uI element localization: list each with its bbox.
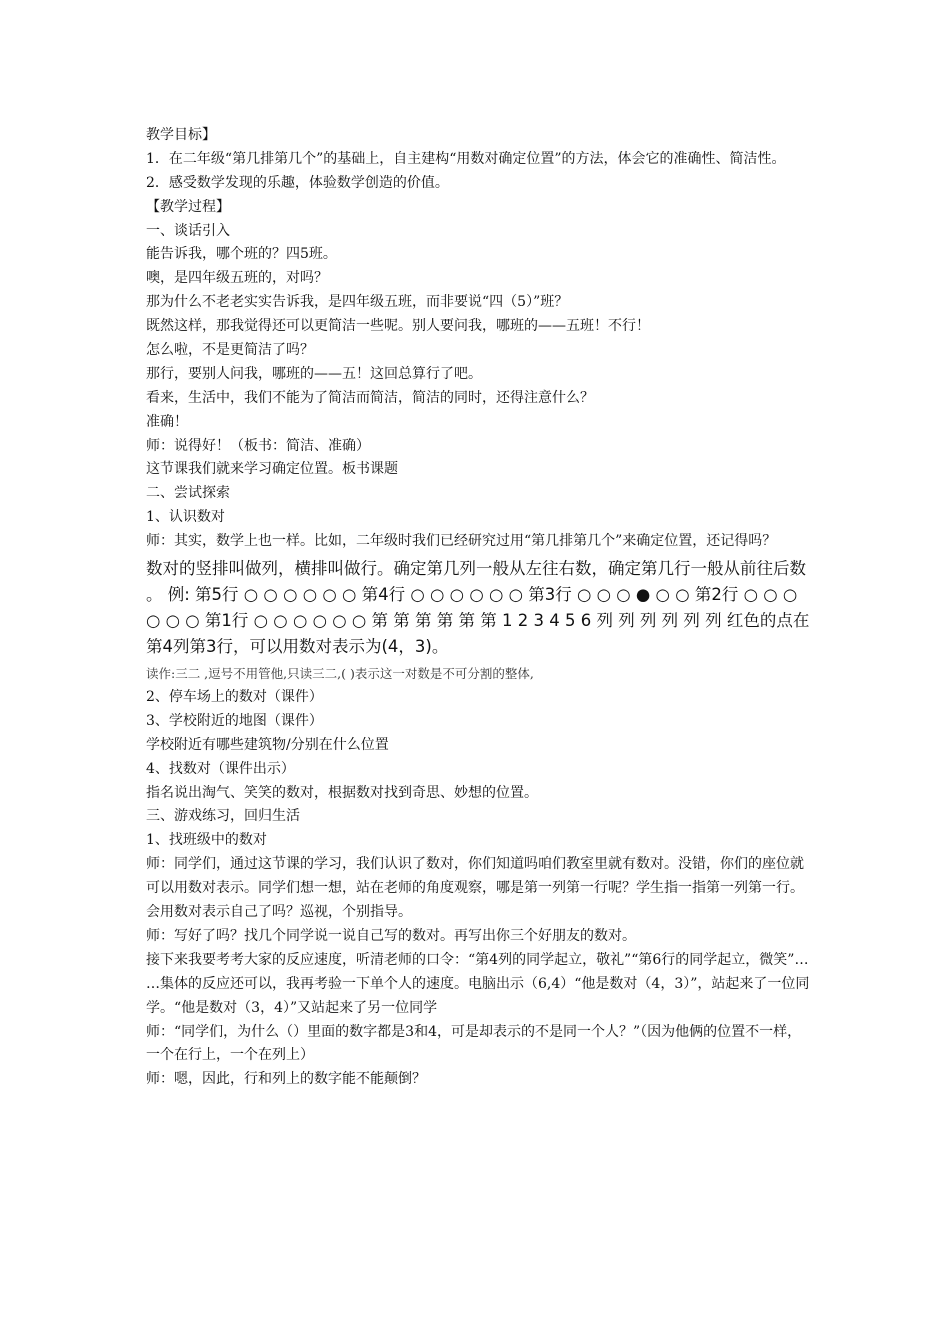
paragraph-line: 那为什么不老老实实告诉我，是四年级五班，而非要说“四（5）”班？ bbox=[146, 294, 569, 311]
goal-item-2: 2．感受数学发现的乐趣，体验数学创造的价值。 bbox=[146, 174, 449, 191]
subsection-title: 2、停车场上的数对（课件） bbox=[146, 688, 323, 705]
paragraph-line: 准确！ bbox=[146, 413, 188, 430]
number-pair-explanation: 数对的竖排叫做列，横排叫做行。确定第几列一般从左往右数，确定第几行一般从前往后数。 例: 第5行 ○ ○ ○ ○ ○ ○ 第4行 ○ ○ ○ ○ ○ ○ 第3行 ○ ○ ○ ● ○ ○ 第2行 ○ ○ ○ ○ ○ ○ 第1行 ○ ○ ○ ○ ○ ○ 第 第 第 第 第 第 1 2 3 4 5 6 列 列 列 列 列 列 红色的点在第4列第3行，可以用数对表示为(4，3)。 bbox=[146, 559, 810, 657]
paragraph-wrapped: 接下来我要考考大家的反应速度，听清老师的口令：“第4列的同学起立，敬礼”“第6行的同学起立，微笑”……集体的反应还可以，我再考验一下单个人的速度。电脑出示（6,4）“他是数对（4，3）”，站起来了一位同学。“他是数对（3，4）”又站起来了另一位同学 bbox=[146, 951, 810, 1016]
paragraph-line: 学校附近有哪些建筑物/分别在什么位置 bbox=[146, 736, 389, 753]
heading-teaching-goals: 教学目标】 bbox=[146, 127, 216, 143]
paragraph-line: 噢，是四年级五班的，对吗？ bbox=[146, 270, 328, 287]
paragraph-line: 师：写好了吗？找几个同学说一说自己写的数对。再写出你三个好朋友的数对。 bbox=[146, 927, 636, 944]
document-page bbox=[146, 124, 810, 1092]
paragraph-line: 能告诉我，哪个班的？四5班。 bbox=[146, 246, 337, 263]
subsection-title: 3、学校附近的地图（课件） bbox=[146, 712, 323, 729]
paragraph-line: 既然这样，那我觉得还可以更简洁一些呢。别人要问我，哪班的——五班！不行！ bbox=[146, 318, 650, 335]
paragraph-wrapped: 师：其实，数学上也一样。比如，二年级时我们已经研究过用“第几排第几个”来确定位置，还记得吗？ bbox=[146, 533, 777, 550]
paragraph-wrapped: 师：“同学们，为什么（）里面的数字都是3和4，可是却表示的不是同一个人？”（因为他俩的位置不一样，一个在行上，一个在列上） bbox=[146, 1023, 802, 1064]
section-1-title: 一、谈话引入 bbox=[146, 222, 230, 239]
section-3-title: 三、游戏练习，回归生活 bbox=[146, 808, 300, 825]
paragraph-line: 看来，生活中，我们不能为了简洁而简洁，简洁的同时，还得注意什么？ bbox=[146, 389, 594, 406]
paragraph-line: 那行，要别人问我，哪班的——五！这回总算行了吧。 bbox=[146, 365, 482, 382]
subsection-title: 1、找班级中的数对 bbox=[146, 832, 267, 849]
subsection-title: 1、认识数对 bbox=[146, 509, 225, 526]
goal-item-1: 1．在二年级“第几排第几个”的基础上，自主建构“用数对确定位置”的方法，体会它的准确性、简洁性。 bbox=[146, 150, 786, 167]
paragraph-line: 师：嗯，因此，行和列上的数字能不能颠倒？ bbox=[146, 1071, 426, 1088]
paragraph-wrapped: 师：同学们，通过这节课的学习，我们认识了数对，你们知道吗咱们教室里就有数对。没错，你们的座位就可以用数对表示。同学们想一想，站在老师的角度观察，哪是第一列第一行呢？学生指一指第一列第一行。会用数对表示自己了吗？巡视，个别指导。 bbox=[146, 856, 804, 921]
subsection-title: 4、找数对（课件出示） bbox=[146, 760, 295, 777]
paragraph-line: 指名说出淘气、笑笑的数对，根据数对找到奇思、妙想的位置。 bbox=[146, 784, 538, 801]
section-2-title: 二、尝试探索 bbox=[146, 485, 230, 502]
paragraph-line: 这节课我们就来学习确定位置。板书课题 bbox=[146, 461, 398, 478]
paragraph-line: 怎么啦，不是更简洁了吗？ bbox=[146, 342, 314, 359]
heading-teaching-process: 【教学过程】 bbox=[146, 198, 230, 215]
paragraph-line: 师：说得好！（板书：简洁、准确） bbox=[146, 437, 370, 454]
reading-note: 读作:三二 ,逗号不用管他,只读三二,( )表示这一对数是不可分割的整体, bbox=[146, 666, 534, 682]
